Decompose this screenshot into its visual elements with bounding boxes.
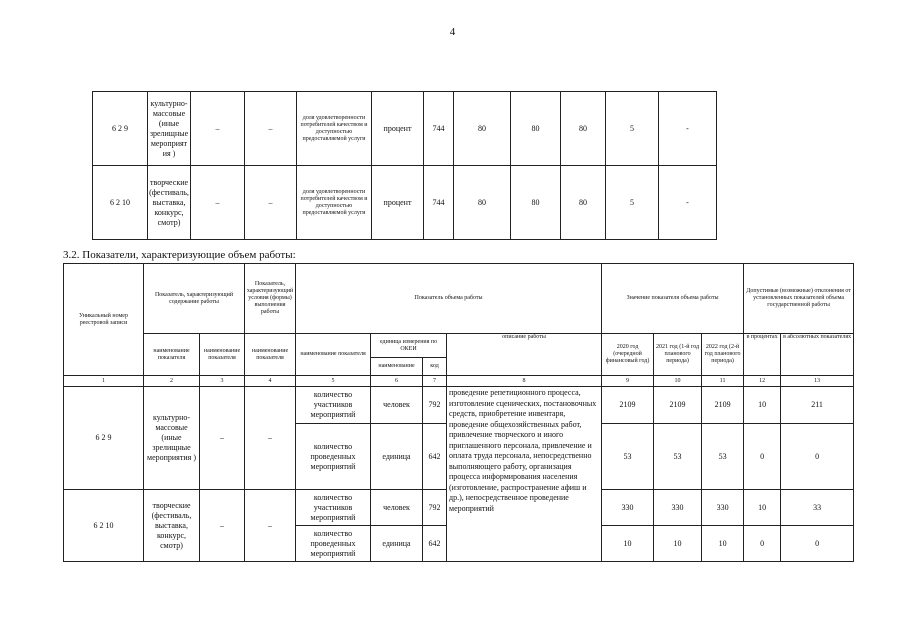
header-values: Значение показателя объема работы — [602, 264, 744, 334]
column-number: 5 — [296, 376, 371, 387]
header-content: Показатель, характеризующий содержание работы — [144, 264, 245, 334]
okei-code: 792 — [423, 387, 447, 424]
column-number-row — [64, 376, 854, 387]
header-name: наименование показателя — [245, 334, 296, 376]
column-number: 2 — [144, 376, 200, 387]
deviation-absolute: 33 — [781, 490, 854, 526]
header-row — [64, 334, 854, 358]
okei-code: 744 — [424, 92, 454, 166]
deviation-percent: 10 — [744, 387, 781, 424]
table-row — [93, 92, 717, 166]
cell-empty: – — [191, 166, 245, 240]
deviation-percent: 0 — [744, 526, 781, 562]
header-volume: Показатель объема работы — [296, 264, 602, 334]
work-description: проведение репетиционного процесса, изготовление сценических, постановочных средств, приобретение инвентаря, проведение общехозяйственных работ, привлечение творческого и иного приглашенного персонала, привлечение и оплата труда персонала, непосредственно выполняющего работу, организация процесса информирования населения (изготовление, распространение афиш и др.), непосредственное проведение мероприятий — [447, 387, 602, 562]
unit-name: единица — [371, 424, 423, 490]
unit-name: человек — [371, 490, 423, 526]
value-2022: 80 — [561, 166, 606, 240]
indicator-name: доля удовлетворенности потребителей качеством и доступностью предоставляемой услуги — [297, 166, 372, 240]
activity-name: творческие (фестиваль, выставка, конкурс, смотр) — [144, 490, 200, 562]
indicator-name: количество участников мероприятий — [296, 387, 371, 424]
value-2020: 80 — [454, 92, 511, 166]
okei-code: 642 — [423, 424, 447, 490]
indicator-name: количество проведенных мероприятий — [296, 424, 371, 490]
header-description: описание работы — [447, 334, 602, 376]
deviation-absolute: 211 — [781, 387, 854, 424]
value-2021: 2109 — [654, 387, 702, 424]
column-number: 8 — [447, 376, 602, 387]
quality-indicators-table — [92, 91, 717, 240]
activity-name: творческие (фестиваль, выставка, конкурс, смотр) — [148, 166, 191, 240]
column-number: 7 — [423, 376, 447, 387]
deviation-percent: 10 — [744, 490, 781, 526]
header-name: наименование показателя — [144, 334, 200, 376]
deviation-absolute: - — [659, 166, 717, 240]
indicator-name: количество участников мероприятий — [296, 490, 371, 526]
unit-name: процент — [372, 166, 424, 240]
deviation-percent: 5 — [606, 92, 659, 166]
column-number: 9 — [602, 376, 654, 387]
value-2022: 2109 — [702, 387, 744, 424]
header-in-percent: в процентах — [744, 334, 781, 376]
value-2021: 330 — [654, 490, 702, 526]
column-number: 6 — [371, 376, 423, 387]
column-number: 4 — [245, 376, 296, 387]
unit-name: единица — [371, 526, 423, 562]
value-2021: 10 — [654, 526, 702, 562]
value-2022: 10 — [702, 526, 744, 562]
column-number: 13 — [781, 376, 854, 387]
value-2021: 80 — [511, 166, 561, 240]
page-number: 4 — [449, 26, 456, 38]
deviation-percent: 0 — [744, 424, 781, 490]
section-title: 3.2. Показатели, характеризующие объем работы: — [63, 249, 296, 261]
value-2020: 330 — [602, 490, 654, 526]
header-in-absolute: в абсолютных показателях — [781, 334, 854, 376]
value-2020: 53 — [602, 424, 654, 490]
value-2022: 53 — [702, 424, 744, 490]
okei-code: 642 — [423, 526, 447, 562]
volume-indicators-table — [63, 263, 854, 562]
value-2021: 80 — [511, 92, 561, 166]
activity-name: культурно-массовые (иные зрелищные мероприятия ) — [144, 387, 200, 490]
cell-empty: – — [191, 92, 245, 166]
deviation-percent: 5 — [606, 166, 659, 240]
header-unit-code: код — [423, 358, 447, 376]
value-2020: 10 — [602, 526, 654, 562]
column-number: 10 — [654, 376, 702, 387]
cell-empty: – — [245, 166, 297, 240]
column-number: 1 — [64, 376, 144, 387]
header-unit-okei: единица измерения по ОКЕИ — [371, 334, 447, 358]
header-year-2020: 2020 год (очередной финансовый год) — [602, 334, 654, 376]
cell-empty: – — [245, 490, 296, 562]
unit-name: процент — [372, 92, 424, 166]
cell-empty: – — [245, 387, 296, 490]
table-row — [93, 166, 717, 240]
value-2020: 80 — [454, 166, 511, 240]
value-2020: 2109 — [602, 387, 654, 424]
deviation-absolute: 0 — [781, 526, 854, 562]
cell-empty: – — [200, 490, 245, 562]
header-registry: Уникальный номер реестровой записи — [64, 264, 144, 376]
registry-code: 6 2 10 — [64, 490, 144, 562]
deviation-absolute: - — [659, 92, 717, 166]
header-conditions: Показатель, характеризующий условия (формы) выполнения работы — [245, 264, 296, 334]
header-year-2021: 2021 год (1-й год планового периода) — [654, 334, 702, 376]
deviation-absolute: 0 — [781, 424, 854, 490]
unit-name: человек — [371, 387, 423, 424]
value-2022: 80 — [561, 92, 606, 166]
header-year-2022: 2022 год (2-й год планового периода) — [702, 334, 744, 376]
value-2021: 53 — [654, 424, 702, 490]
registry-code: 6 2 9 — [64, 387, 144, 490]
header-name: наименование показателя — [200, 334, 245, 376]
header-deviation: Допустимые (возможные) отклонения от установленных показателей объема государственной работы — [744, 264, 854, 334]
registry-code: 6 2 9 — [93, 92, 148, 166]
column-number: 11 — [702, 376, 744, 387]
header-unit-name: наименование — [371, 358, 423, 376]
okei-code: 792 — [423, 490, 447, 526]
header-indicator-name: наименование показателя — [296, 334, 371, 376]
cell-empty: – — [200, 387, 245, 490]
okei-code: 744 — [424, 166, 454, 240]
value-2022: 330 — [702, 490, 744, 526]
indicator-name: доля удовлетворенности потребителей качеством и доступностью предоставляемой услуги — [297, 92, 372, 166]
indicator-name: количество проведенных мероприятий — [296, 526, 371, 562]
activity-name: культурно-массовые (иные зрелищные мероприятия ) — [148, 92, 191, 166]
table-row — [64, 387, 854, 424]
header-row — [64, 264, 854, 334]
cell-empty: – — [245, 92, 297, 166]
registry-code: 6 2 10 — [93, 166, 148, 240]
column-number: 12 — [744, 376, 781, 387]
column-number: 3 — [200, 376, 245, 387]
